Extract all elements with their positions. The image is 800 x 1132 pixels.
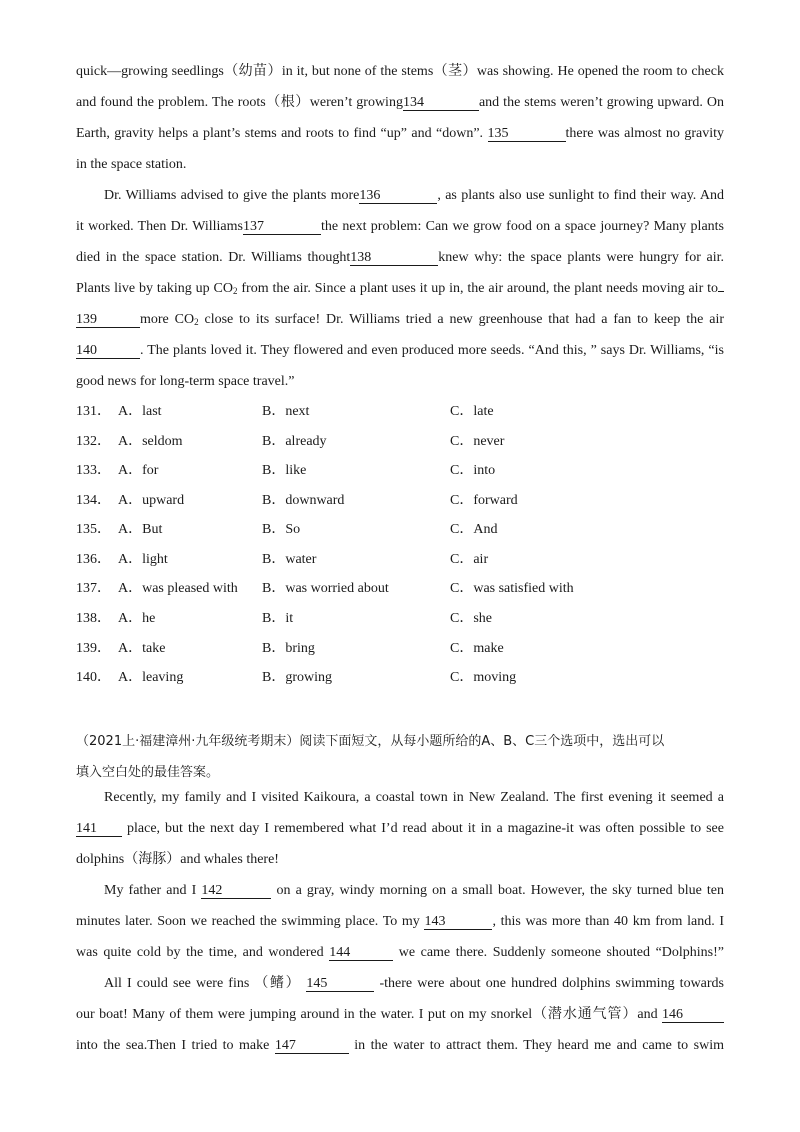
option-c[interactable]: C．moving [450,670,517,685]
passage-line: minutes later. Soon we reached the swimming place. To my 143 , this was more than 40 km from land. I [76,914,724,929]
blank-136: 136 [359,189,437,204]
option-a[interactable]: A．for [118,463,159,478]
blank-139: 139 [76,313,140,328]
passage-line: our boat! Many of them were jumping around in the water. I put on my snorkel（潜水通气管）and 146 [76,1006,724,1024]
passage-line: and found the problem. The roots（根）weren’t growing134 and the stems weren’t growing upward. On [76,95,724,110]
passage-line: dolphins（海豚）and whales there! [76,852,279,867]
section-instruction: （2021上·福建漳州·九年级统考期末）阅读下面短文，从每小题所给的A、B、C三个选项中，选出可以 [76,734,665,749]
blank-145: 145 [306,977,374,992]
option-a[interactable]: A．take [118,641,166,656]
option-row: 135． A．But B．So C．And [76,522,498,537]
blank-135: 135 [488,127,566,142]
blank-147: 147 [275,1039,349,1054]
blank-142: 142 [201,884,271,899]
option-b[interactable]: B．like [262,463,307,478]
option-c[interactable]: C．late [450,404,494,419]
passage-line: good news for long-term space travel.” [76,374,295,389]
option-c[interactable]: C．never [450,434,505,449]
blank-134: 134 [403,96,479,111]
option-c[interactable]: C．air [450,552,489,567]
option-a[interactable]: A．light [118,552,168,567]
option-row: 140． A．leaving B．growing C．moving [76,670,517,685]
passage-line: in the space station. [76,157,187,172]
option-b[interactable]: B．it [262,611,294,626]
option-a[interactable]: A．last [118,404,162,419]
option-b[interactable]: B．So [262,522,301,537]
passage-line: Plants live by taking up $CO_2$ from the air. Since a plant uses it up in, the air around, the plant needs moving air to [76,280,724,298]
option-row: 139． A．take B．bring C．make [76,641,504,656]
option-c[interactable]: C．And [450,522,498,537]
option-row: 134． A．upward B．downward C．forward [76,493,518,508]
option-a[interactable]: A．leaving [118,670,184,685]
option-a[interactable]: A．seldom [118,434,183,449]
passage-line: 141 place, but the next day I remembered what I’d read about it in a magazine-it was often possible to see [76,821,724,836]
option-c[interactable]: C．she [450,611,492,626]
passage-line: Earth, gravity helps a plant’s stems and roots to find “up” and “down”. 135 there was almost no gravity [76,126,725,141]
option-row: 137． A．was pleased with B．was worried about C．was satisfied with [76,581,574,596]
passage-line: My father and I 142 on a gray, windy morning on a small boat. However, the sky turned blue ten [104,883,725,898]
blank-144: 144 [329,946,393,961]
passage-line: into the sea.Then I tried to make 147 in the water to attract them. They heard me and came to swim [76,1038,724,1053]
option-c[interactable]: C．was satisfied with [450,581,574,596]
blank-138: 138 [350,251,438,266]
option-a[interactable]: A．he [118,611,156,626]
passage-line: quick—growing seedlings（幼苗）in it, but none of the stems（茎）was showing. He opened the room to check [76,64,724,79]
option-b[interactable]: B．downward [262,493,345,508]
option-c[interactable]: C．make [450,641,504,656]
blank-143: 143 [424,915,492,930]
option-b[interactable]: B．already [262,434,327,449]
option-a[interactable]: A．upward [118,493,185,508]
option-b[interactable]: B．was worried about [262,581,389,596]
passage-line: was quite cold by the time, and wondered 144 we came there. Suddenly someone shouted “Dolphins!” [76,945,724,960]
passage-line: Recently, my family and I visited Kaikoura, a coastal town in New Zealand. The first evening it seemed a [104,790,724,805]
section-instruction: 填入空白处的最佳答案。 [76,765,220,780]
blank-141: 141 [76,822,122,837]
blank-137: 137 [243,220,321,235]
passage-line: Dr. Williams advised to give the plants more136 , as plants also use sunlight to find their way. And [104,188,724,203]
option-a[interactable]: A．But [118,522,163,537]
option-b[interactable]: B．bring [262,641,315,656]
blank-146: 146 [662,1008,724,1023]
option-b[interactable]: B．growing [262,670,332,685]
passage-line: it worked. Then Dr. Williams137 the next problem: Can we grow food on a space journey? Many plants [76,219,724,234]
option-b[interactable]: B．water [262,552,317,567]
blank-140: 140 [76,344,140,359]
option-c[interactable]: C．forward [450,493,518,508]
passage-line: All I could see were fins （鳍） 145 -there were about one hundred dolphins swimming towards [104,976,725,991]
option-a[interactable]: A．was pleased with [118,581,238,596]
passage-line: died in the space station. Dr. Williams thought138 knew why: the space plants were hungry for air. [76,250,724,265]
option-row: 138． A．he B．it C．she [76,611,492,626]
option-row: 131． A．last B．next C．late [76,404,494,419]
option-row: 136． A．light B．water C．air [76,552,489,567]
option-b[interactable]: B．next [262,404,310,419]
option-row: 133． A．for B．like C．into [76,463,496,478]
option-c[interactable]: C．into [450,463,496,478]
option-row: 132． A．seldom B．already C．never [76,434,505,449]
passage-line: 140 . The plants loved it. They flowered and even produced more seeds. “And this, ” says Dr. Williams, “is [76,343,724,358]
passage-line: 139 more $CO_2$ close to its surface! Dr. Williams tried a new greenhouse that had a fan to keep the air [76,312,724,327]
